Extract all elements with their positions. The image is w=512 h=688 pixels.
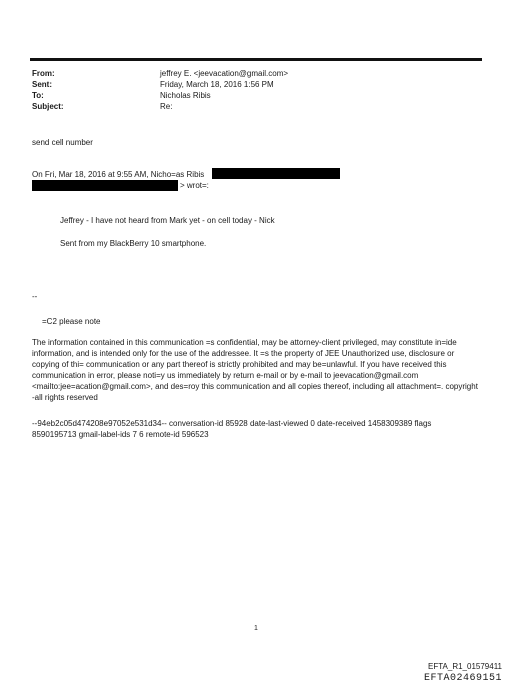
- note-text: =C2 please note: [42, 317, 101, 326]
- from-row: [32, 68, 288, 79]
- efta-id-small: EFTA_R1_01579411: [428, 662, 502, 671]
- sent-value: Friday, March 18, 2016 1:56 PM: [160, 80, 274, 89]
- sent-label: Sent:: [32, 80, 52, 89]
- quoted-signature: Sent from my BlackBerry 10 smartphone.: [60, 239, 207, 248]
- to-value: Nicholas Ribis: [160, 91, 211, 100]
- to-row: [32, 90, 288, 101]
- disclaimer-paragraph: The information contained in this communication =s confidential, may be attorney-client privileged, may constitute in=ide information, and is intended only for the use of the addressee. It =s the property of JEE Unauthorized use, disclosure or copying of thi= communication or any part thereof is strictly prohibited and may be=unlawful. If you have received this communication in error, please noti=y us immediately by return e-mail or by e-mail to jeevacation@gmail.com <mailto:jee=acation@gmail.com>, and des=roy this communication and all copies thereof, including all attachment=. copyright -all rights reserved: [32, 338, 478, 402]
- to-label: To:: [32, 91, 44, 100]
- quote-wrote: > wrot=:: [180, 181, 209, 190]
- separator: --: [32, 292, 38, 301]
- quoted-message: Jeffrey - I have not heard from Mark yet - on cell today - Nick: [60, 216, 275, 225]
- redaction-bar-2: [32, 180, 178, 191]
- reply-text: send cell number: [32, 138, 93, 147]
- header-rule: [30, 58, 482, 61]
- message-ids: --94eb2c05d474208e97052e531d34-- conversation-id 85928 date-last-viewed 0 date-received 1458309389 flags 8590195713 gmail-label-ids 7 6 remote-id 596523: [32, 419, 432, 439]
- email-header: [32, 68, 288, 112]
- page-number: 1: [254, 625, 258, 632]
- from-label: From:: [32, 69, 55, 78]
- efta-id-large: EFTA02469151: [423, 673, 502, 684]
- redaction-bar-1: [212, 168, 340, 179]
- subject-row: [32, 101, 288, 112]
- subject-label: Subject:: [32, 102, 64, 111]
- from-value: jeffrey E. <jeevacation@gmail.com>: [160, 69, 289, 78]
- quote-intro: On Fri, Mar 18, 2016 at 9:55 AM, Nicho=as Ribis: [32, 170, 205, 179]
- subject-value: Re:: [160, 102, 173, 111]
- sent-row: [32, 79, 288, 90]
